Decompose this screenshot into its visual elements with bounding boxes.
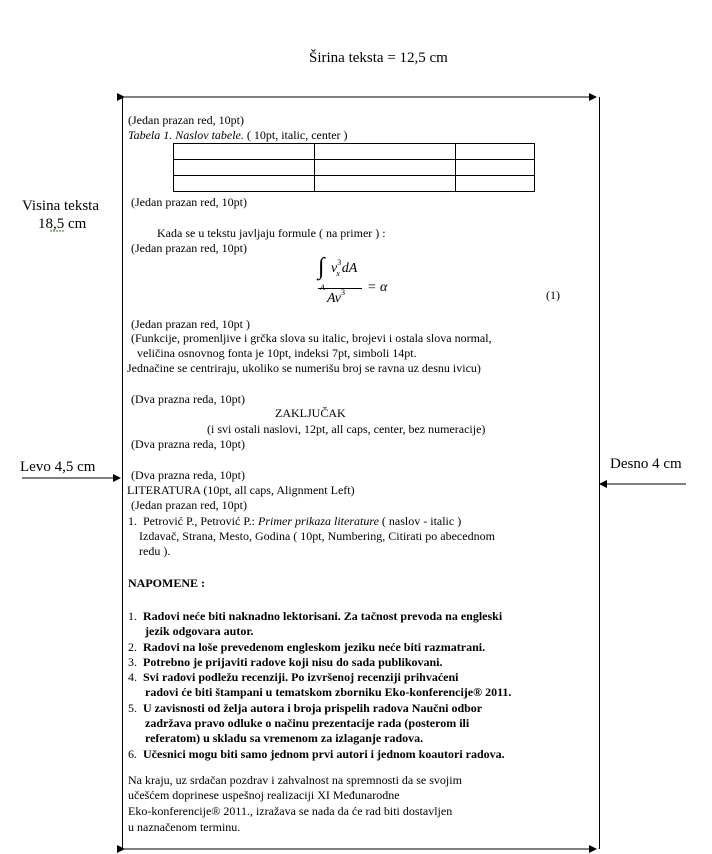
note-item: 2. Radovi na loše prevedenom engleskom jeziku neće biti razmatrani. [128, 640, 486, 654]
table-cell [315, 144, 456, 160]
note-item: 3. Potrebno je prijaviti radove koji nisu do sada publikovani. [128, 655, 443, 669]
spacer-note: (Dva prazna reda, 10pt) [131, 437, 245, 451]
notes-title: NAPOMENE : [128, 576, 205, 590]
formula-note: Jednačine se centriraju, ukoliko se numerišu broj se ravna uz desnu ivicu) [127, 361, 481, 375]
table-cell [315, 160, 456, 176]
table-cell [456, 160, 535, 176]
note-item: 6. Učesnici mogu biti samo jednom prvi autori i jednom koautori radova. [128, 747, 505, 761]
formula-note: (Funkcije, promenljive i grčka slova su italic, brojevi i ostala slova normal, [131, 331, 492, 345]
literature-title: LITERATURA (10pt, all caps, Alignment Left) [127, 483, 355, 497]
formula-numerator: $v^3_x$ dA [331, 258, 358, 278]
note-item-line: radovi će biti štampani u tematskom zborniku Eko-konferencije® 2011. [145, 685, 512, 699]
right-margin-label: Desno 4 cm [610, 456, 682, 472]
table-cell [456, 144, 535, 160]
table-cell [315, 176, 456, 192]
spacer-note: (Dva prazna reda, 10pt) [131, 392, 245, 406]
reference-line: redu ). [139, 544, 171, 558]
closing-line: u naznačenom terminu. [128, 820, 241, 834]
reference-title-note: ( naslov - italic ) [378, 514, 462, 528]
spacer-note: (Jedan prazan red, 10pt ) [131, 317, 250, 331]
height-label-line1: Visina teksta [22, 198, 99, 214]
width-label: Širina teksta = 12,5 cm [309, 50, 448, 66]
note-item: 5. U zavisnosti od želja autora i broja prispelih radova Naučni odbor [128, 701, 483, 715]
table-title [128, 128, 348, 143]
table-cell [174, 176, 315, 192]
note-item: 1. Radovi neće biti naknadno lektorisani. Za tačnost prevoda na engleski [128, 609, 503, 623]
spacer-note: (Jedan prazan red, 10pt) [131, 195, 247, 209]
note-item-line: jezik odgovara autor. [145, 624, 254, 638]
spacer-note: (Jedan prazan red, 10pt) [131, 498, 247, 512]
reference-authors: Petrović P., Petrović P.: [143, 514, 259, 528]
table-row [174, 160, 535, 176]
formula-number: (1) [546, 288, 560, 302]
spacer-note: (Dva prazna reda, 10pt) [131, 468, 245, 482]
left-margin-label: Levo 4,5 cm [20, 459, 96, 475]
table-title-note: ( 10pt, italic, center ) [243, 128, 348, 142]
closing-line: Eko-konferencije® 2011., izražava se nada da će rad biti dostavljen [128, 804, 453, 818]
integral-limit: A [320, 283, 325, 292]
note-item-line: referatom) u skladu sa vremenom za izlaganje radova. [145, 731, 424, 745]
conclusion-note: (i svi ostali naslovi, 12pt, all caps, center, bez numeracije) [207, 422, 486, 436]
reference-line: Izdavač, Strana, Mesto, Godina ( 10pt, Numbering, Citirati po abecednom [139, 529, 495, 543]
formula-equals: = α [367, 280, 388, 295]
height-label-line2: 18,5 cm [38, 216, 87, 232]
note-item-line: zadržava pravo odluke o načinu prezentacije rada (posterom ili [145, 716, 470, 730]
formula-denominator: Av$^3$ [327, 288, 345, 306]
formula-intro: Kada se u tekstu javljaju formule ( na primer ) : [157, 226, 386, 240]
spacer-note: (Jedan prazan red, 10pt) [131, 241, 247, 255]
reference-number: 1. [128, 514, 137, 528]
integral-sign: ∫ [318, 254, 325, 280]
table-cell [174, 160, 315, 176]
reference-title: Primer prikaza literature [258, 514, 379, 528]
formula-note: veličina osnovnog fonta je 10pt, indeksi 7pt, simboli 14pt. [137, 346, 417, 360]
spacer-note: (Jedan prazan red, 10pt) [128, 113, 244, 127]
sample-table [173, 143, 535, 192]
table-row [174, 176, 535, 192]
table-cell [456, 176, 535, 192]
fraction-bar [318, 288, 362, 289]
note-item: 4. Svi radovi podležu recenziji. Po izvršenoj recenziji prihvaćeni [128, 670, 459, 684]
table-row [174, 144, 535, 160]
conclusion-title: ZAKLJUČAK [275, 406, 346, 420]
table-title-italic: Tabela 1. Naslov tabele. [128, 128, 244, 142]
closing-line: učešćem doprinese uspešnoj realizaciji XI Međunarodne [128, 788, 400, 802]
reference-entry [128, 514, 461, 529]
table-cell [174, 144, 315, 160]
closing-line: Na kraju, uz srdačan pozdrav i zahvalnost na spremnosti da se svojim [128, 773, 462, 787]
